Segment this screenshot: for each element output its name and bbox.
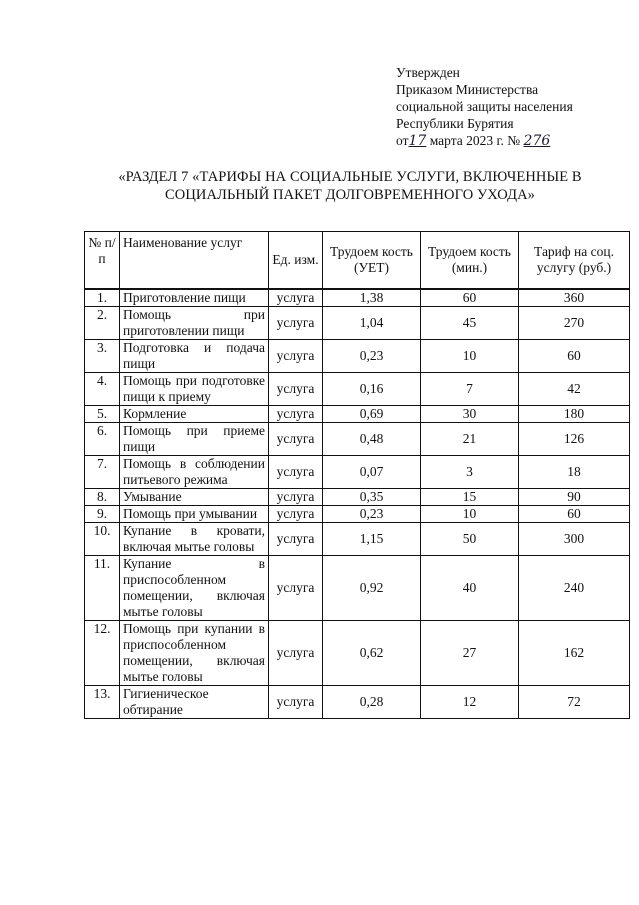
cell-unit: услуга	[269, 489, 323, 506]
cell-tariff: 42	[519, 373, 630, 406]
approval-block	[396, 64, 573, 150]
cell-uet: 0,62	[323, 621, 421, 686]
cell-num: 3.	[85, 340, 120, 373]
cell-unit: услуга	[269, 423, 323, 456]
cell-uet: 0,69	[323, 406, 421, 423]
cell-num: 9.	[85, 506, 120, 523]
cell-num: 1.	[85, 289, 120, 307]
cell-tariff: 162	[519, 621, 630, 686]
cell-num: 2.	[85, 307, 120, 340]
cell-unit: услуга	[269, 289, 323, 307]
cell-num: 4.	[85, 373, 120, 406]
approval-date-day: 17	[408, 133, 427, 149]
cell-num: 6.	[85, 423, 120, 456]
cell-uet: 0,48	[323, 423, 421, 456]
header-num: № п/п	[85, 232, 120, 290]
approval-date-prefix: от	[396, 133, 409, 148]
cell-minutes: 21	[421, 423, 519, 456]
cell-tariff: 60	[519, 506, 630, 523]
cell-num: 10.	[85, 523, 120, 556]
cell-num: 13.	[85, 686, 120, 719]
header-tariff: Тариф на соц. услугу (руб.)	[519, 232, 630, 290]
cell-minutes: 15	[421, 489, 519, 506]
cell-uet: 0,92	[323, 556, 421, 621]
section-title-line-2: СОЦИАЛЬНЫЙ ПАКЕТ ДОЛГОВРЕМЕННОГО УХОДА»	[165, 187, 535, 203]
cell-unit: услуга	[269, 506, 323, 523]
cell-minutes: 40	[421, 556, 519, 621]
cell-name: Купание в приспособленном помещении, включая мытье головы	[120, 556, 269, 621]
approval-order-number: 276	[523, 133, 551, 149]
approval-date-rest: марта 2023 г. №	[426, 133, 521, 148]
cell-name: Умывание	[120, 489, 269, 506]
header-minutes: Трудоем кость (мин.)	[421, 232, 519, 290]
approval-line-approved: Утвержден	[396, 65, 460, 80]
cell-tariff: 90	[519, 489, 630, 506]
cell-num: 12.	[85, 621, 120, 686]
cell-num: 7.	[85, 456, 120, 489]
cell-tariff: 18	[519, 456, 630, 489]
cell-uet: 0,23	[323, 506, 421, 523]
cell-name: Помощь в соблюдении питьевого режима	[120, 456, 269, 489]
cell-uet: 1,38	[323, 289, 421, 307]
table-row	[85, 506, 630, 523]
table-row	[85, 456, 630, 489]
cell-num: 8.	[85, 489, 120, 506]
cell-tariff: 180	[519, 406, 630, 423]
cell-name: Купание в кровати, включая мытье головы	[120, 523, 269, 556]
cell-minutes: 30	[421, 406, 519, 423]
cell-unit: услуга	[269, 621, 323, 686]
cell-name: Помощь при подготовке пищи к приему	[120, 373, 269, 406]
cell-name: Помощь при умывании	[120, 506, 269, 523]
cell-minutes: 10	[421, 506, 519, 523]
cell-unit: услуга	[269, 556, 323, 621]
cell-name: Кормление	[120, 406, 269, 423]
approval-line-ministry: социальной защиты населения	[396, 99, 573, 114]
cell-minutes: 12	[421, 686, 519, 719]
approval-line-republic: Республики Бурятия	[396, 116, 514, 131]
cell-name: Помощь при приготовлении пищи	[120, 307, 269, 340]
cell-name: Приготовление пищи	[120, 289, 269, 307]
cell-tariff: 360	[519, 289, 630, 307]
cell-tariff: 240	[519, 556, 630, 621]
cell-tariff: 300	[519, 523, 630, 556]
cell-num: 11.	[85, 556, 120, 621]
cell-minutes: 10	[421, 340, 519, 373]
cell-name: Подготовка и подача пищи	[120, 340, 269, 373]
cell-uet: 0,16	[323, 373, 421, 406]
cell-name: Гигиеническое обтирание	[120, 686, 269, 719]
cell-minutes: 60	[421, 289, 519, 307]
cell-unit: услуга	[269, 307, 323, 340]
tariffs-table	[84, 231, 630, 719]
cell-minutes: 3	[421, 456, 519, 489]
table-header-row	[85, 232, 630, 290]
table-row	[85, 686, 630, 719]
cell-tariff: 126	[519, 423, 630, 456]
table-row	[85, 621, 630, 686]
table-row	[85, 523, 630, 556]
cell-name: Помощь при приеме пищи	[120, 423, 269, 456]
table-row	[85, 423, 630, 456]
table-row	[85, 340, 630, 373]
header-unit: Ед. изм.	[269, 232, 323, 290]
approval-line-order: Приказом Министерства	[396, 82, 539, 97]
table-row	[85, 307, 630, 340]
cell-unit: услуга	[269, 340, 323, 373]
cell-unit: услуга	[269, 406, 323, 423]
approval-date-line	[396, 132, 573, 150]
cell-unit: услуга	[269, 373, 323, 406]
section-title-line-1: «РАЗДЕЛ 7 «ТАРИФЫ НА СОЦИАЛЬНЫЕ УСЛУГИ, ВКЛЮЧЕННЫЕ В	[118, 169, 582, 185]
cell-uet: 1,04	[323, 307, 421, 340]
table-row	[85, 556, 630, 621]
header-uet: Трудоем кость (УЕТ)	[323, 232, 421, 290]
cell-unit: услуга	[269, 686, 323, 719]
table-row	[85, 373, 630, 406]
table-row	[85, 289, 630, 307]
cell-tariff: 72	[519, 686, 630, 719]
cell-tariff: 270	[519, 307, 630, 340]
cell-name: Помощь при купании в приспособленном помещении, включая мытье головы	[120, 621, 269, 686]
cell-uet: 0,23	[323, 340, 421, 373]
cell-minutes: 27	[421, 621, 519, 686]
cell-unit: услуга	[269, 456, 323, 489]
cell-minutes: 45	[421, 307, 519, 340]
table-row	[85, 406, 630, 423]
cell-uet: 0,35	[323, 489, 421, 506]
table-row	[85, 489, 630, 506]
header-name: Наименование услуг	[120, 232, 269, 290]
cell-minutes: 50	[421, 523, 519, 556]
cell-uet: 1,15	[323, 523, 421, 556]
cell-num: 5.	[85, 406, 120, 423]
section-title	[60, 168, 639, 204]
cell-uet: 0,28	[323, 686, 421, 719]
cell-uet: 0,07	[323, 456, 421, 489]
cell-minutes: 7	[421, 373, 519, 406]
cell-tariff: 60	[519, 340, 630, 373]
cell-unit: услуга	[269, 523, 323, 556]
